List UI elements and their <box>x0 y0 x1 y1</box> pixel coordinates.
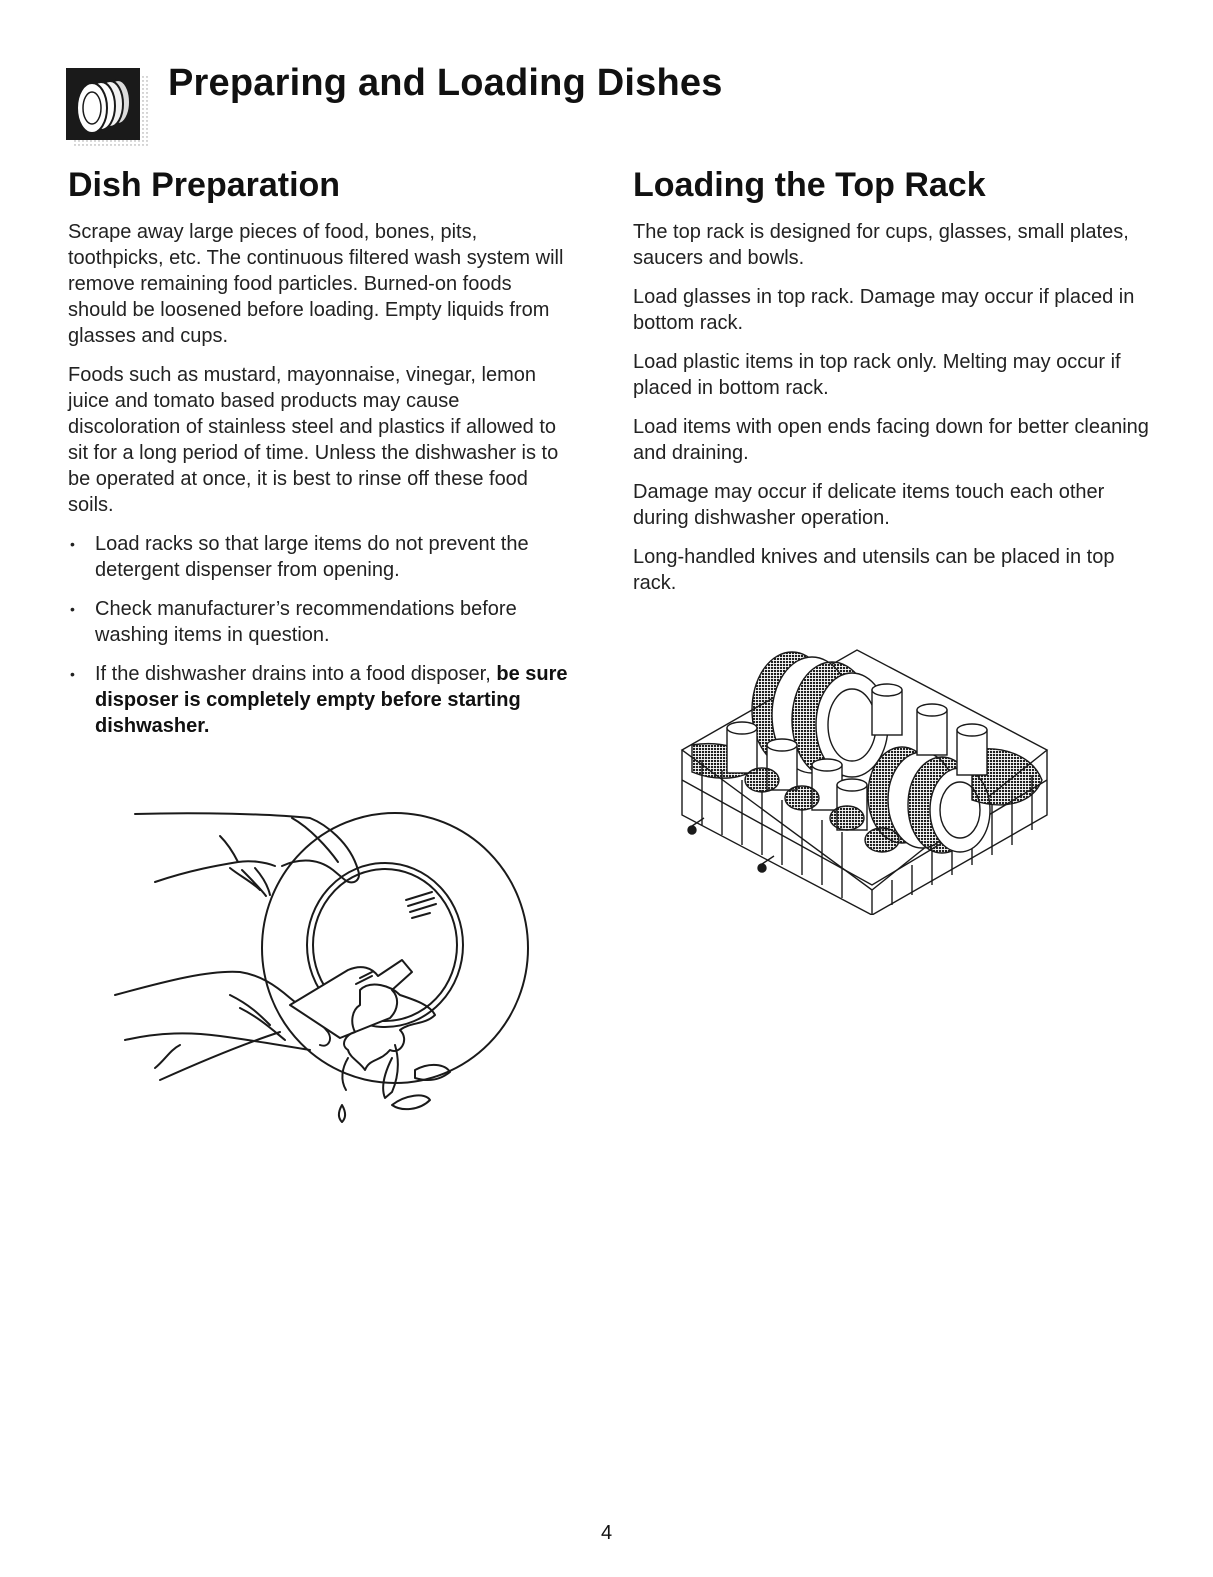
paragraph: Damage may occur if delicate items touch each other during dishwasher operation. <box>633 481 1105 529</box>
paragraph: Long-handled knives and utensils can be placed in top rack. <box>633 546 1115 594</box>
list-item-text: Load racks so that large items do not prevent the detergent dispenser from opening. <box>95 533 529 581</box>
bullet-dot: • <box>70 666 75 682</box>
list-item <box>68 531 568 583</box>
paragraph: Scrape away large pieces of food, bones, pits, toothpicks, etc. The continuous filtered wash system will remove remaining food particles. Burned-on foods should be loosened before loading. Empty liquids from glasses and cups. <box>68 221 564 347</box>
paragraph: Load glasses in top rack. Damage may occur if placed in bottom rack. <box>633 286 1135 334</box>
list-item <box>68 661 568 739</box>
bullet-list <box>68 531 568 739</box>
paragraph: Load items with open ends facing down for better cleaning and draining. <box>633 416 1149 464</box>
bullet-dot: • <box>70 536 75 552</box>
section-title-loading-top-rack: Loading the Top Rack <box>633 166 986 204</box>
dish-preparation-section <box>68 164 568 752</box>
list-item-text: Check manufacturer’s recommendations before washing items in question. <box>95 598 517 646</box>
paragraph: The top rack is designed for cups, glasses, small plates, saucers and bowls. <box>633 221 1129 269</box>
list-item-text: If the dishwasher drains into a food disposer, <box>95 663 491 685</box>
loading-top-rack-section <box>633 164 1153 609</box>
bullet-dot: • <box>70 601 75 617</box>
disposer-warning: be sure disposer is completely empty before starting dishwasher. <box>95 663 568 737</box>
paragraph: Load plastic items in top rack only. Melting may occur if placed in bottom rack. <box>633 351 1121 399</box>
page-title: Preparing and Loading Dishes <box>168 62 723 104</box>
paragraph: Foods such as mustard, mayonnaise, vinegar, lemon juice and tomato based products may cause discoloration of stainless steel and plastics if allowed to sit for a long period of time. Unless the dishwasher is to be operated at once, it is best to rinse off these food soils. <box>68 364 559 516</box>
loaded-top-rack-illustration <box>672 640 1062 915</box>
hand-scraping-plate-illustration <box>110 800 540 1130</box>
page-number: 4 <box>600 1522 613 1544</box>
section-title-dish-preparation: Dish Preparation <box>68 166 341 204</box>
list-item <box>68 596 568 648</box>
stacked-dishes-icon <box>66 68 150 148</box>
